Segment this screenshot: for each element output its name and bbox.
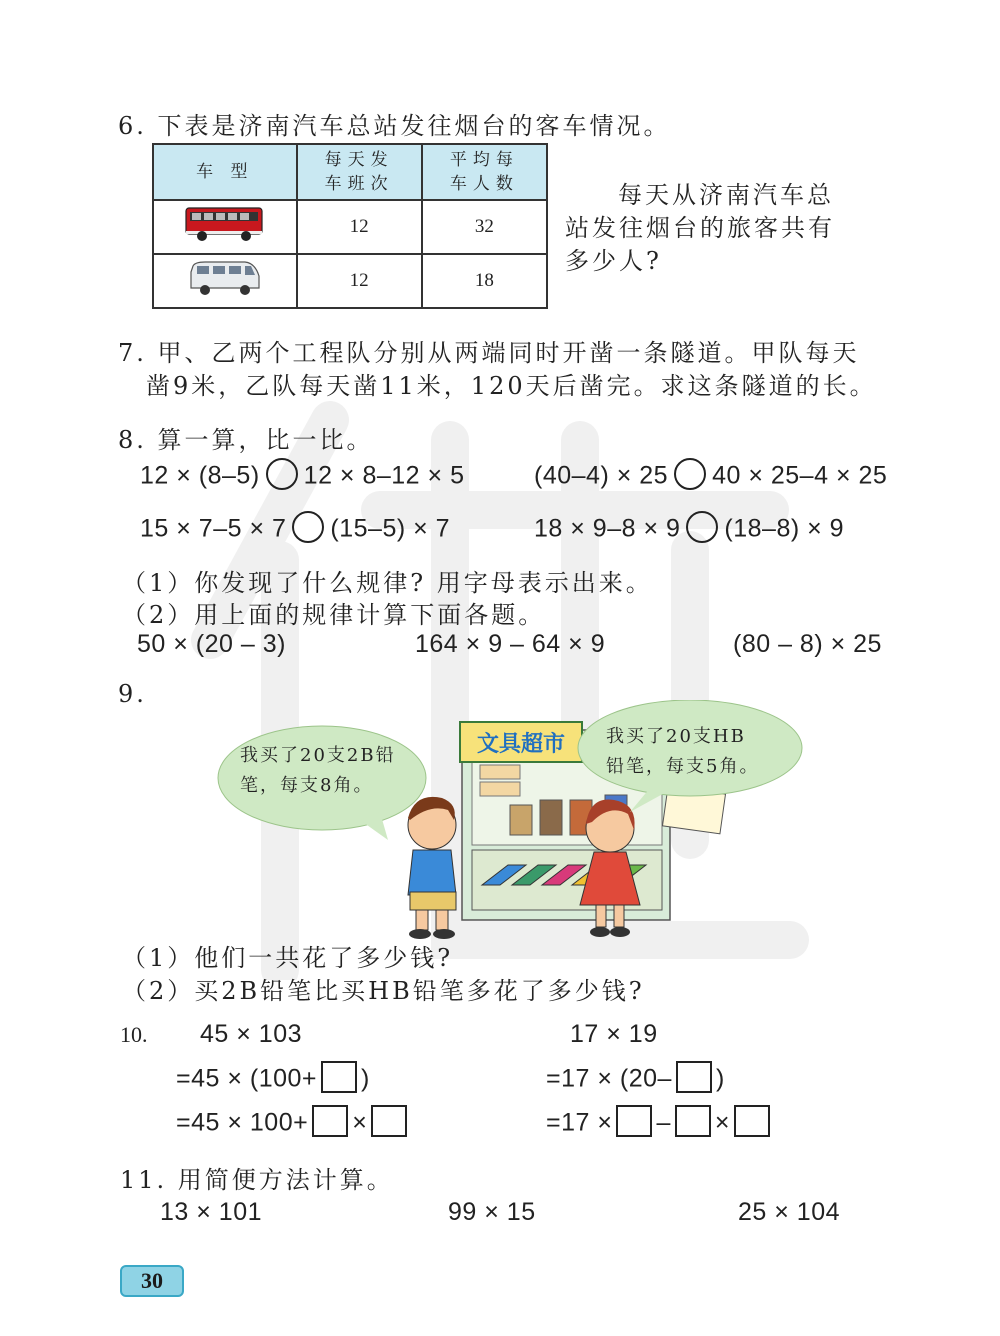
q10-right-line3: =17 × – × [546, 1108, 774, 1140]
q11-item-3: 25 × 104 [738, 1198, 841, 1226]
speech-text-left: 我买了20支2B铅 笔，每支8角。 [240, 745, 396, 796]
bus-table [152, 143, 548, 309]
answer-box[interactable] [676, 1061, 712, 1093]
q8-calc-1: 50 × (20 – 3) [137, 630, 286, 658]
q11-item-1: 13 × 101 [160, 1198, 263, 1226]
q10-right-line2: =17 × (20– ) [546, 1064, 725, 1096]
answer-box[interactable] [675, 1105, 711, 1137]
speech-text-right: 我买了20支HB 铅笔，每支5角。 [606, 726, 760, 777]
answer-box[interactable] [321, 1061, 357, 1093]
trips-value: 12 [297, 200, 422, 254]
page-number: 30 [120, 1265, 184, 1297]
q8-sub1: （1）你发现了什么规律? 用字母表示出来。 [122, 569, 653, 597]
table-row [153, 200, 547, 254]
compare-circle[interactable] [686, 511, 718, 543]
q6-question-line: 站发往烟台的旅客共有 [565, 214, 835, 242]
q9-number: 9. [118, 680, 147, 708]
answer-box[interactable] [616, 1105, 652, 1137]
table-header-avg: 平均每车人数 [422, 144, 547, 200]
compare-circle[interactable] [674, 458, 706, 490]
q6-question-line: 每天从济南汽车总 [618, 181, 834, 209]
q10-left-line1: 45 × 103 [200, 1020, 303, 1048]
q10-right-line1: 17 × 19 [570, 1020, 658, 1048]
answer-box[interactable] [734, 1105, 770, 1137]
q6-title: 6. 下表是济南汽车总站发往烟台的客车情况。 [118, 112, 671, 140]
shop-sign: 文具超市 [476, 732, 566, 757]
q10-number: 10. [120, 1022, 148, 1047]
avg-value: 18 [422, 254, 547, 308]
q8-row2-b: 18 × 9–8 × 9 (18–8) × 9 [534, 514, 844, 546]
compare-circle[interactable] [266, 458, 298, 490]
q8-row1-b: (40–4) × 25 40 × 25–4 × 25 [534, 461, 887, 493]
q8-row2-a: 15 × 7–5 × 7 (15–5) × 7 [140, 514, 450, 546]
compare-circle[interactable] [292, 511, 324, 543]
q11-item-2: 99 × 15 [448, 1198, 536, 1226]
avg-value: 32 [422, 200, 547, 254]
q8-calc-2: 164 × 9 – 64 × 9 [415, 630, 606, 658]
q7-line2: 凿9米，乙队每天凿11米，120天后凿完。求这条隧道的长。 [146, 372, 877, 400]
van-icon [153, 254, 297, 308]
q8-sub2: （2）用上面的规律计算下面各题。 [122, 601, 546, 629]
q11-title: 11. 用简便方法计算。 [120, 1166, 394, 1194]
table-header-vehicle: 车 型 [153, 144, 297, 200]
boy-figure [408, 797, 456, 939]
table-row [153, 254, 547, 308]
q9-sub1: （1）他们一共花了多少钱? [122, 944, 454, 972]
trips-value: 12 [297, 254, 422, 308]
bus-icon [153, 200, 297, 254]
q10-left-line2: =45 × (100+ ) [176, 1064, 370, 1096]
q6-question-line: 多少人? [565, 247, 662, 275]
answer-box[interactable] [312, 1105, 348, 1137]
answer-box[interactable] [371, 1105, 407, 1137]
q8-title: 8. 算一算，比一比。 [118, 426, 374, 454]
q8-calc-3: (80 – 8) × 25 [733, 630, 882, 658]
q7-line1: 7. 甲、乙两个工程队分别从两端同时开凿一条隧道。甲队每天 [118, 339, 860, 367]
q10-left-line3: =45 × 100+ × [176, 1108, 411, 1140]
q9-sub2: （2）买2B铅笔比买HB铅笔多花了多少钱? [122, 977, 645, 1005]
table-header-trips: 每天发车班次 [297, 144, 422, 200]
q8-row1-a: 12 × (8–5) 12 × 8–12 × 5 [140, 461, 464, 493]
